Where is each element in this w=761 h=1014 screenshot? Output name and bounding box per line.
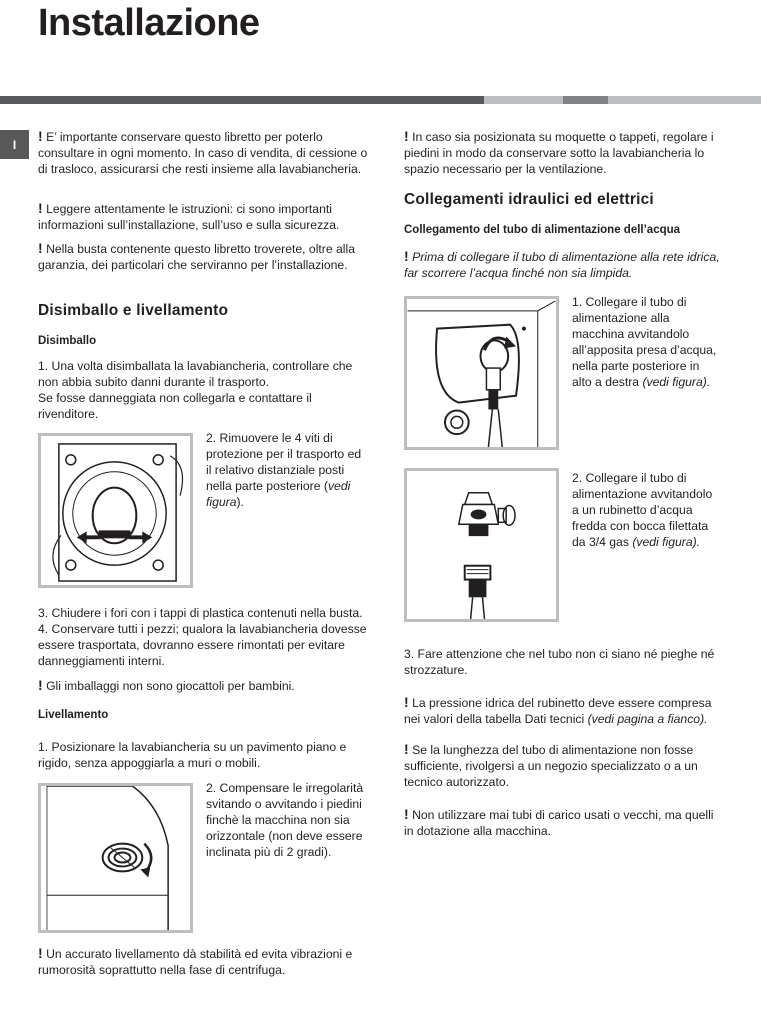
warning-icon: ! — [404, 248, 409, 264]
warning-icon: ! — [404, 741, 409, 757]
section-title-disimballo-livellamento: Disimballo e livellamento — [38, 302, 229, 319]
note-pressure: ! La pressione idrica del rubinetto deve essere compresa nei valori della tabella Dati tecnici (vedi pagina a fianco). — [404, 694, 712, 726]
disimballo-step4: 4. Conservare tutti i pezzi; qualora la lavabiancheria dovesse essere trasportata, dovranno essere rimontati per evitare danneggiamenti interni. — [38, 622, 367, 668]
figure-leveling-foot — [38, 783, 193, 933]
disimballo-step2: 2. Rimuovere le 4 viti di protezione per il trasporto ed il relativo distanziale posti nella parte posteriore (vedi figura). — [206, 431, 362, 509]
note-leveling: ! Un accurato livellamento dà stabilità ed evita vibrazioni e rumorosità soprattutto nella fase di centrifuga. — [38, 945, 353, 977]
heading-livellamento: Livellamento — [38, 709, 109, 721]
collegamento-step1: 1. Collegare il tubo di alimentazione alla macchina avvitandolo all’apposita presa d’acqua, nella parte posteriore in alto a destra (vedi figura). — [572, 295, 717, 389]
header-bar-light — [484, 96, 563, 104]
livellamento-step1: 1. Posizionare la lavabiancheria su un pavimento piano e rigido, senza appoggiarla a muri o mobili. — [38, 740, 347, 770]
figure-tap-connection — [404, 468, 559, 622]
figure-transport-screws — [38, 433, 193, 588]
header-bar-light-2 — [608, 96, 761, 104]
note-read-instructions: ! Leggere attentamente le istruzioni: ci sono importanti informazioni sull’installazione, sull’uso e sulla sicurezza. — [38, 200, 340, 232]
header-bar-mid — [563, 96, 608, 104]
figure-water-inlet — [404, 296, 559, 450]
header-bar-dark — [0, 96, 484, 104]
note-carpet: ! In caso sia posizionata su moquette o tappeti, regolare i piedini in modo da conservare sotto la lavabiancheria lo spazio necessario per la ventilazione. — [404, 128, 714, 176]
warning-icon: ! — [404, 694, 409, 710]
warning-icon: ! — [38, 200, 43, 216]
note-hose-length: ! Se la lunghezza del tubo di alimentazione non fosse sufficiente, rivolgersi a un negozio specializzato o a un tecnico autorizzato. — [404, 741, 698, 789]
note-packaging: ! Gli imballaggi non sono giocattoli per bambini. — [38, 677, 295, 693]
collegamento-step2: 2. Collegare il tubo di alimentazione avvitandolo a un rubinetto d’acqua fredda con bocca filettata da 3/4 gas (vedi figura). — [572, 471, 713, 549]
warning-icon: ! — [38, 945, 43, 961]
subheading-tubo-alimentazione: Collegamento del tubo di alimentazione dell’acqua — [404, 224, 681, 236]
page-title: Installazione — [38, 2, 260, 44]
livellamento-step2: 2. Compensare le irregolarità svitando o avvitando i piedini finchè la macchina non sia orizzontale (non deve essere inclinata più di 2 gradi). — [206, 781, 364, 859]
note-envelope: ! Nella busta contenente questo libretto troverete, oltre alla garanzia, dei particolari che serviranno per l’installazione. — [38, 240, 355, 272]
warning-icon: ! — [38, 240, 43, 256]
disimballo-step1: 1. Una volta disimballata la lavabiancheria, controllare che non abbia subito danni durante il trasporto. Se fosse danneggiata non collegarla e contattare il rivenditore. — [38, 359, 353, 421]
note-keep-booklet: ! E’ importante conservare questo libretto per poterlo consultare in ogni momento. In caso di vendita, di cessione o di trasloco, assicurarsi che resti insieme alla lavabiancheria. — [38, 128, 368, 176]
warning-icon: ! — [404, 806, 409, 822]
disimballo-step3: 3. Chiudere i fori con i tappi di plastica contenuti nella busta. — [38, 606, 363, 620]
heading-disimballo: Disimballo — [38, 335, 97, 347]
collegamento-step3: 3. Fare attenzione che nel tubo non ci siano né pieghe né strozzature. — [404, 647, 715, 677]
warning-icon: ! — [38, 128, 43, 144]
language-tab: I — [0, 130, 29, 159]
note-old-hoses: ! Non utilizzare mai tubi di carico usati o vecchi, ma quelli in dotazione alla macchina. — [404, 806, 714, 838]
warning-icon: ! — [38, 677, 43, 693]
note-run-water: ! Prima di collegare il tubo di alimentazione alla rete idrica, far scorrere l’acqua finché non sia limpida. — [404, 248, 720, 280]
section-title-collegamenti: Collegamenti idraulici ed elettrici — [404, 191, 654, 208]
warning-icon: ! — [404, 128, 409, 144]
